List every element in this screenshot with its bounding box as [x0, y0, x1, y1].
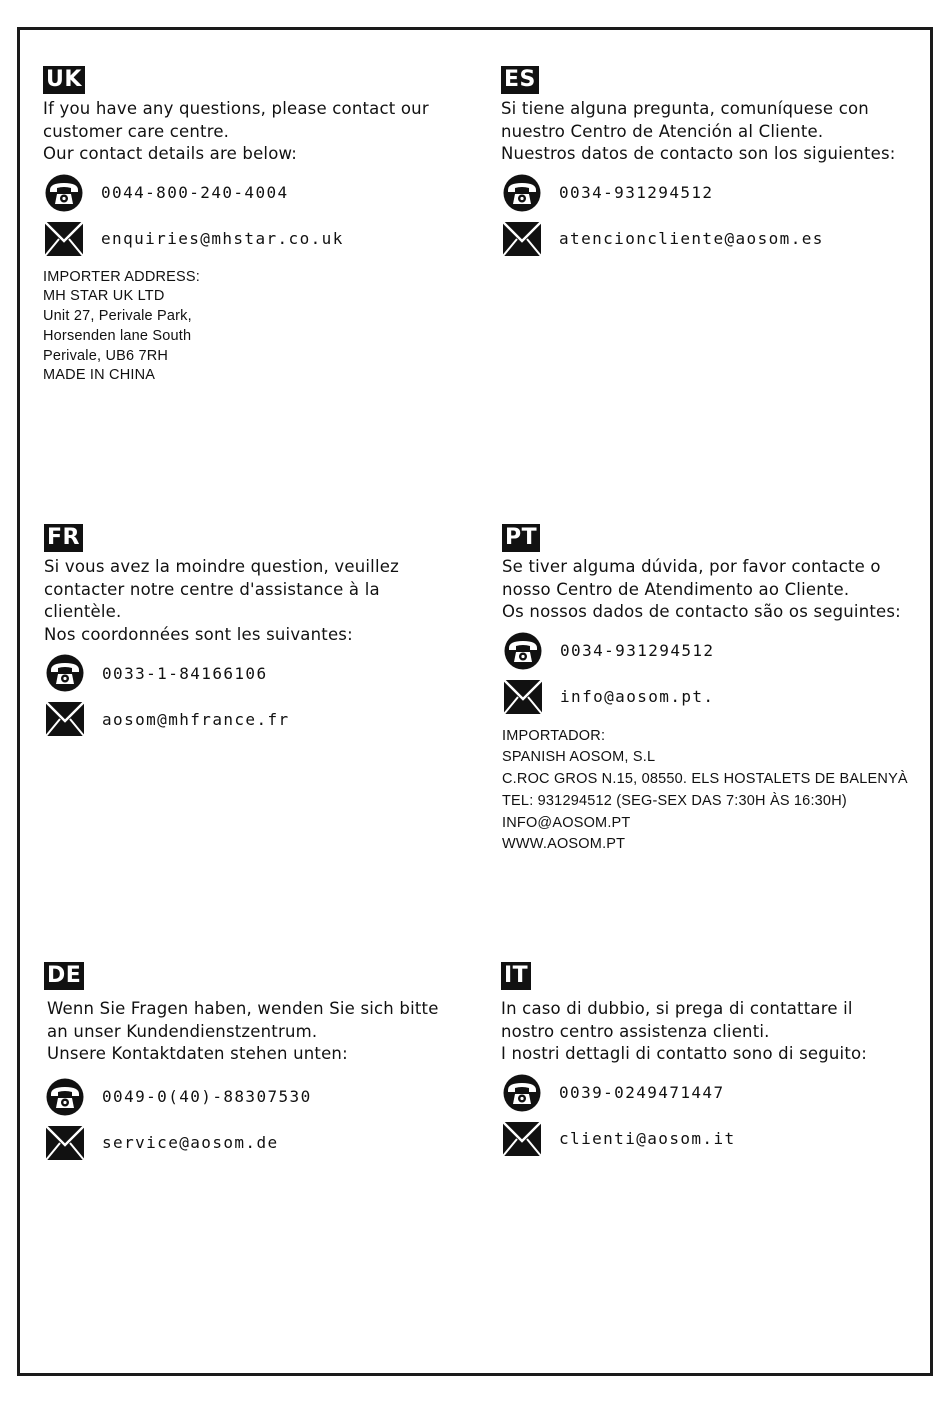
- email-fr[interactable]: aosom@mhfrance.fr: [102, 709, 290, 729]
- intro-line: Our contact details are below:: [43, 144, 298, 163]
- address-line: Perivale, UB6 7RH: [43, 347, 169, 364]
- section-uk: [43, 66, 463, 386]
- email-uk[interactable]: enquiries@mhstar.co.uk: [101, 229, 344, 248]
- intro-line: Si vous avez la moindre question, veuillez: [44, 557, 399, 576]
- intro-text-uk: [43, 98, 463, 166]
- phone-row-it: [501, 1072, 921, 1114]
- email-row-pt: [502, 676, 932, 718]
- intro-line: I nostri dettagli di contatto sono di seguito:: [501, 1044, 868, 1063]
- email-row-es: [501, 218, 921, 260]
- email-it[interactable]: clienti@aosom.it: [559, 1129, 736, 1148]
- telephone-icon: [43, 174, 85, 212]
- country-badge-de: DE: [44, 962, 84, 990]
- intro-line: nosso Centro de Atendimento ao Cliente.: [502, 579, 850, 599]
- address-line: C.ROC GROS N.15, 08550. ELS HOSTALETS DE BALENYÀ: [502, 771, 908, 788]
- importer-address-uk: [43, 268, 463, 387]
- address-line: WWW.AOSOM.PT: [502, 836, 626, 853]
- address-line: TEL: 931294512 (SEG-SEX DAS 7:30H ÀS 16:30H): [502, 792, 847, 809]
- phone-row-es: [501, 172, 921, 214]
- email-row-it: [501, 1118, 921, 1160]
- intro-text-es: [501, 98, 921, 166]
- intro-line: Nuestros datos de contacto son los siguientes:: [501, 144, 896, 163]
- email-es[interactable]: atencioncliente@aosom.es: [559, 229, 824, 248]
- envelope-icon: [502, 678, 544, 716]
- telephone-icon: [44, 654, 86, 692]
- intro-text-fr: [44, 556, 464, 646]
- section-de: [44, 962, 464, 1164]
- section-pt: [502, 524, 932, 856]
- telephone-icon: [502, 632, 544, 670]
- address-line: MADE IN CHINA: [43, 367, 156, 384]
- address-line: Horsenden lane South: [43, 327, 192, 344]
- phone-row-uk: [43, 172, 463, 214]
- intro-line: Si tiene alguna pregunta, comuníquese con: [501, 99, 869, 118]
- phone-row-de: [44, 1076, 464, 1118]
- envelope-icon: [501, 220, 543, 258]
- email-de[interactable]: service@aosom.de: [102, 1133, 279, 1152]
- email-row-uk: [43, 218, 463, 260]
- intro-line: an unser Kundendienstzentrum.: [47, 1021, 318, 1041]
- importer-address-pt: [502, 726, 932, 857]
- intro-text-pt: [502, 556, 932, 624]
- phone-number-uk[interactable]: 0044-800-240-4004: [101, 183, 289, 202]
- intro-line: Se tiver alguma dúvida, por favor contacte o: [502, 557, 881, 576]
- email-pt[interactable]: info@aosom.pt.: [560, 687, 715, 706]
- section-it: [501, 962, 921, 1160]
- email-row-fr: [44, 698, 464, 740]
- intro-line: Nos coordonnées sont les suivantes:: [44, 624, 353, 644]
- phone-row-pt: [502, 630, 932, 672]
- phone-number-es[interactable]: 0034-931294512: [559, 183, 714, 202]
- envelope-icon: [501, 1120, 543, 1158]
- envelope-icon: [44, 1124, 86, 1162]
- email-row-de: [44, 1122, 464, 1164]
- section-es: [501, 66, 921, 260]
- phone-number-de[interactable]: 0049-0(40)-88307530: [102, 1087, 312, 1106]
- phone-number-it[interactable]: 0039-0249471447: [559, 1083, 725, 1102]
- intro-line: nostro centro assistenza clienti.: [501, 1021, 770, 1041]
- country-badge-es: ES: [501, 66, 539, 94]
- intro-line: clientèle.: [44, 602, 122, 621]
- intro-line: nuestro Centro de Atención al Cliente.: [501, 121, 824, 141]
- envelope-icon: [43, 220, 85, 258]
- phone-row-fr: [44, 652, 464, 694]
- phone-number-pt[interactable]: 0034-931294512: [560, 641, 715, 660]
- intro-line: customer care centre.: [43, 121, 230, 141]
- intro-line: Os nossos dados de contacto são os seguintes:: [502, 602, 901, 621]
- address-line: SPANISH AOSOM, S.L: [502, 749, 656, 766]
- intro-line: If you have any questions, please contact our: [43, 99, 429, 118]
- country-badge-uk: UK: [43, 66, 85, 94]
- address-line: IMPORTER ADDRESS:: [43, 268, 201, 285]
- country-badge-fr: FR: [44, 524, 83, 552]
- intro-line: Unsere Kontaktdaten stehen unten:: [47, 1044, 348, 1063]
- address-line: MH STAR UK LTD: [43, 288, 165, 305]
- intro-line: In caso di dubbio, si prega di contattare il: [501, 999, 853, 1018]
- address-line: INFO@AOSOM.PT: [502, 814, 631, 831]
- intro-text-it: [501, 998, 921, 1066]
- country-badge-it: IT: [501, 962, 531, 990]
- address-line: Unit 27, Perivale Park,: [43, 308, 192, 325]
- section-fr: [44, 524, 464, 740]
- country-badge-pt: PT: [502, 524, 540, 552]
- address-line: IMPORTADOR:: [502, 727, 606, 744]
- intro-text-de: [44, 998, 464, 1066]
- intro-line: Wenn Sie Fragen haben, wenden Sie sich bitte: [47, 999, 439, 1018]
- phone-number-fr[interactable]: 0033-1-84166106: [102, 663, 268, 683]
- envelope-icon: [44, 700, 86, 738]
- telephone-icon: [501, 1074, 543, 1112]
- telephone-icon: [44, 1078, 86, 1116]
- intro-line: contacter notre centre d'assistance à la: [44, 579, 380, 599]
- telephone-icon: [501, 174, 543, 212]
